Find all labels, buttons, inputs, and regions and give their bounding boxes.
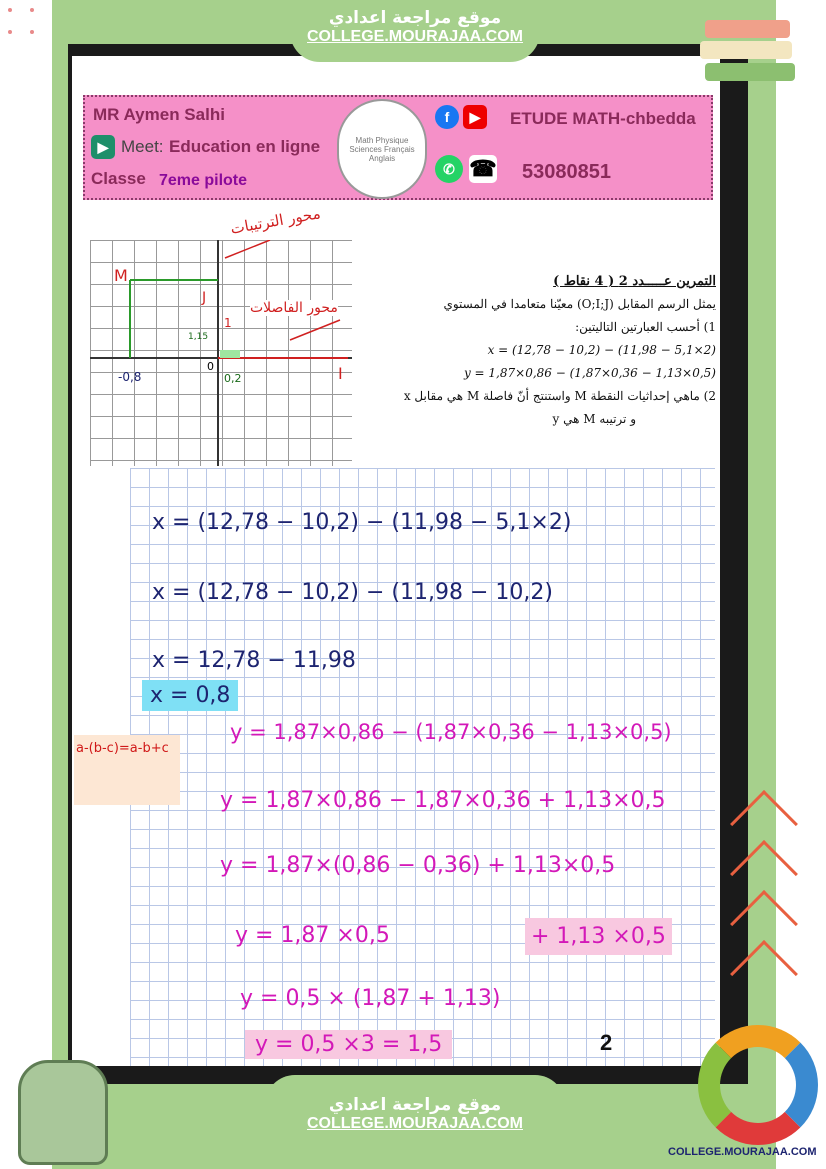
teacher-name: MR Aymen Salhi — [93, 105, 225, 124]
backpack-icon — [18, 1060, 108, 1165]
meet-value: Education en ligne — [169, 137, 321, 156]
exercise-title: التمرين عـــــدد 2 ( 4 نقاط ) — [553, 274, 716, 289]
banner-url[interactable]: COLLEGE.MOURAJAA.COM — [307, 1115, 523, 1132]
solution-line: y = 0,5 × (1,87 + 1,13) — [240, 986, 501, 1011]
x-expression: x = (12,78 − 10,2) − (11,98 − 5,1×2) — [487, 343, 716, 357]
page-number: 2 — [600, 1030, 613, 1055]
phone-number: 53080851 — [522, 161, 611, 183]
ordinate-axis-label: محور الترتيبات — [229, 204, 322, 238]
exercise-statement — [380, 270, 716, 431]
solution-line: x = (12,78 − 10,2) − (11,98 − 10,2) — [152, 580, 553, 605]
y-mark: 1 — [224, 316, 232, 330]
point-m: M — [114, 266, 128, 285]
solution-result-y: y = 0,5 ×3 = 1,5 — [245, 1030, 452, 1059]
site-banner-top[interactable] — [290, 0, 540, 62]
banner-arabic: موقع مراجعة اعدادي — [328, 1095, 502, 1115]
handwritten-solution — [130, 468, 715, 1066]
point-j: J — [202, 290, 207, 306]
solution-line: y = 1,87×(0,86 − 0,36) + 1,13×0,5 — [220, 853, 616, 878]
class-label: Classe — [91, 169, 146, 188]
meet-label: Meet: — [121, 137, 164, 156]
solution-line: x = (12,78 − 10,2) − (11,98 − 5,1×2) — [152, 510, 572, 535]
logo-text: COLLEGE.MOURAJAA.COM — [668, 1146, 817, 1158]
solution-result-x: x = 0,8 — [142, 680, 238, 711]
point-i: I — [338, 364, 343, 383]
solution-line: y = 1,87 ×0,5 — [235, 923, 390, 948]
youtube-icon[interactable]: ▶ — [463, 105, 487, 129]
solution-line: x = 12,78 − 11,98 — [152, 648, 356, 673]
y-small-label: 1,15 — [188, 332, 209, 342]
banner-arabic: موقع مراجعة اعدادي — [328, 8, 502, 28]
question-2: 2) ماهي إحداثيات النقطة M واستنتج أنّ فاصلة M هي مقابل x — [403, 389, 716, 403]
y-expression: y = 1,87×0,86 − (1,87×0,36 − 1,13×0,5) — [463, 366, 716, 380]
teacher-header — [83, 95, 713, 200]
solution-line: y = 1,87×0,86 − 1,87×0,36 + 1,13×0,5 — [220, 788, 666, 813]
books-icon — [700, 15, 800, 90]
x-mark: 0,2 — [224, 372, 242, 385]
abscissa-axis-label: محور الفاصلات — [250, 300, 338, 316]
site-banner-bottom[interactable] — [265, 1075, 565, 1155]
solution-line: + 1,13 ×0,5 — [525, 918, 672, 955]
facebook-icon[interactable]: f — [435, 105, 459, 129]
class-value: 7eme pilote — [159, 172, 248, 189]
banner-url[interactable]: COLLEGE.MOURAJAA.COM — [307, 28, 523, 45]
site-logo — [698, 1025, 818, 1145]
exercise-intro: يمثل الرسم المقابل (O;I;J) معيّنا متعامدا في المستوي — [443, 297, 716, 311]
meet-icon: ▶ — [91, 135, 115, 159]
solution-line: y = 1,87×0,86 − (1,87×0,36 − 1,13×0,5) — [230, 720, 672, 744]
rule-note: a-(b-c)=a-b+c — [74, 735, 180, 805]
whatsapp-icon[interactable]: ✆ — [435, 155, 463, 183]
question-1: 1) أحسب العبارتين التاليتين: — [575, 320, 716, 334]
origin-label: 0 — [207, 360, 214, 373]
channel-name: ETUDE MATH-chbedda — [510, 109, 696, 128]
teacher-seal: Math Physique Sciences Français Anglais — [337, 99, 427, 199]
phone-icon[interactable]: ☎ — [469, 156, 497, 181]
neg-x-label: -0,8 — [118, 370, 142, 384]
question-2b: و ترتيبه M هي y — [552, 412, 636, 426]
coordinate-grid — [90, 240, 352, 466]
